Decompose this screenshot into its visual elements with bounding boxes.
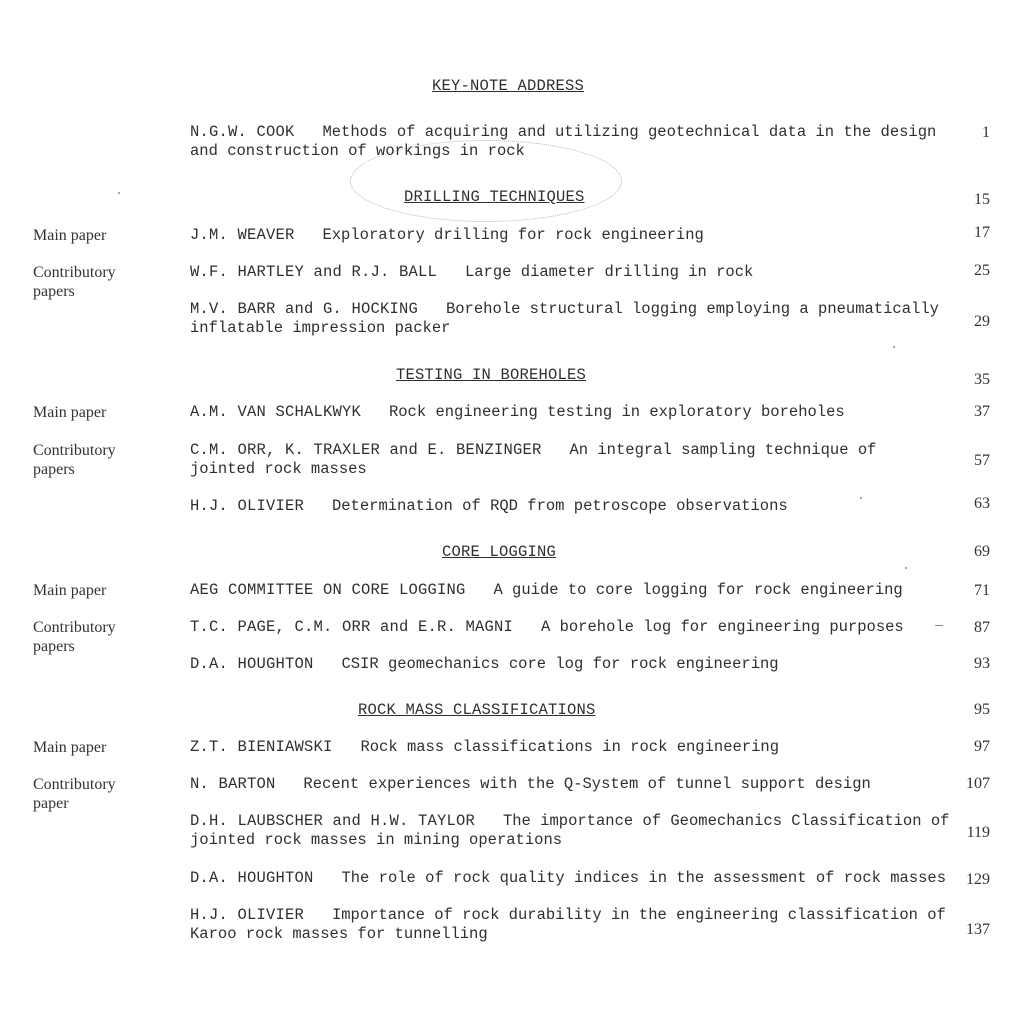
section-heading-drilling: DRILLING TECHNIQUES	[404, 188, 585, 206]
entry-title: Recent experiences with the Q-System of tunnel support design	[303, 775, 871, 793]
entry-author: M.V. BARR and G. HOCKING	[190, 300, 419, 318]
entry-hartley-ball	[190, 263, 950, 282]
entry-houghton-core-log	[190, 655, 950, 674]
entry-van-schalkwyk	[190, 403, 950, 422]
entry-label: Main paper	[33, 227, 107, 244]
section-heading-testing: TESTING IN BOREHOLES	[396, 366, 587, 384]
page-number: 87	[974, 619, 990, 636]
entry-title: Large diameter drilling in rock	[464, 263, 754, 281]
entry-title: Rock mass classifications in rock engineering	[360, 738, 780, 756]
page-number: 37	[974, 403, 990, 420]
entry-label: Contributory papers	[33, 442, 116, 478]
entry-title: Rock engineering testing in exploratory boreholes	[388, 403, 845, 421]
page-number: 129	[966, 871, 990, 888]
page-number: 63	[974, 495, 990, 512]
page-number: 107	[966, 775, 990, 792]
page-number: 1	[982, 124, 990, 141]
entry-author: A.M. VAN SCHALKWYK	[190, 403, 362, 421]
speck	[905, 567, 907, 569]
entry-title: A guide to core logging for rock engineering	[493, 581, 903, 599]
section-page-number: 35	[974, 371, 990, 388]
section-heading-core-logging: CORE LOGGING	[442, 543, 557, 561]
entry-weaver	[190, 226, 950, 245]
entry-author: D.H. LAUBSCHER and H.W. TAYLOR	[190, 812, 476, 830]
page-number: 119	[966, 824, 990, 841]
entry-title: Borehole structural logging employing a pneumatically inflatable impression packer	[190, 300, 939, 337]
entry-title: Exploratory drilling for rock engineering	[322, 226, 704, 244]
entry-houghton-rock-quality	[190, 869, 950, 888]
entry-label: Contributory paper	[33, 776, 116, 812]
entry-author: J.M. WEAVER	[190, 226, 295, 244]
entry-aeg-committee	[190, 581, 950, 600]
entry-olivier-durability	[190, 906, 950, 944]
entry-title: A borehole log for engineering purposes	[540, 618, 904, 636]
entry-title: Determination of RQD from petroscope observations	[331, 497, 788, 515]
entry-keynote-cook	[190, 123, 950, 161]
section-heading-keynote: KEY-NOTE ADDRESS	[432, 77, 585, 95]
entry-author: H.J. OLIVIER	[190, 906, 305, 924]
entry-barton	[190, 775, 950, 794]
entry-label: Contributory papers	[33, 264, 116, 300]
page-number: 97	[974, 738, 990, 755]
entry-title: The importance of Geomechanics Classification of jointed rock masses in mining operations	[190, 812, 950, 849]
entry-olivier-rqd	[190, 497, 950, 516]
page-number: 17	[974, 224, 990, 241]
section-heading-rock-mass: ROCK MASS CLASSIFICATIONS	[358, 701, 596, 719]
entry-title: Methods of acquiring and utilizing geotechnical data in the design and construction of workings in rock	[190, 123, 937, 160]
entry-orr-traxler-benzinger	[190, 441, 950, 479]
entry-label: Main paper	[33, 582, 107, 599]
entry-author: W.F. HARTLEY and R.J. BALL	[190, 263, 438, 281]
entry-author: D.A. HOUGHTON	[190, 869, 314, 887]
page-number: 57	[974, 452, 990, 469]
entry-author: AEG COMMITTEE ON CORE LOGGING	[190, 581, 466, 599]
entry-label: Main paper	[33, 739, 107, 756]
entry-laubscher-taylor	[190, 812, 950, 850]
entry-label: Contributory papers	[33, 619, 116, 655]
entry-title: Importance of rock durability in the engineering classification of Karoo rock masses for tunnelling	[190, 906, 946, 943]
section-page-number: 95	[974, 701, 990, 718]
entry-author: N.G.W. COOK	[190, 123, 295, 141]
entry-author: N. BARTON	[190, 775, 276, 793]
entry-author: C.M. ORR, K. TRAXLER and E. BENZINGER	[190, 441, 542, 459]
entry-barr-hocking	[190, 300, 950, 338]
section-page-number: 69	[974, 543, 990, 560]
page-number: 25	[974, 262, 990, 279]
entry-title: CSIR geomechanics core log for rock engineering	[341, 655, 779, 673]
entry-author: T.C. PAGE, C.M. ORR and E.R. MAGNI	[190, 618, 514, 636]
entry-author: D.A. HOUGHTON	[190, 655, 314, 673]
page-number: 71	[974, 582, 990, 599]
speck	[893, 346, 895, 348]
speck	[118, 192, 120, 194]
entry-title: An integral sampling technique of jointed rock masses	[190, 441, 877, 478]
entry-author: Z.T. BIENIAWSKI	[190, 738, 333, 756]
entry-author: H.J. OLIVIER	[190, 497, 305, 515]
page-number: 29	[974, 313, 990, 330]
page-number: 93	[974, 655, 990, 672]
entry-label: Main paper	[33, 404, 107, 421]
page-number: 137	[966, 921, 990, 938]
entry-page-orr-magni	[190, 618, 950, 637]
entry-bieniawski	[190, 738, 950, 757]
entry-title: The role of rock quality indices in the assessment of rock masses	[341, 869, 947, 887]
section-page-number: 15	[974, 191, 990, 208]
